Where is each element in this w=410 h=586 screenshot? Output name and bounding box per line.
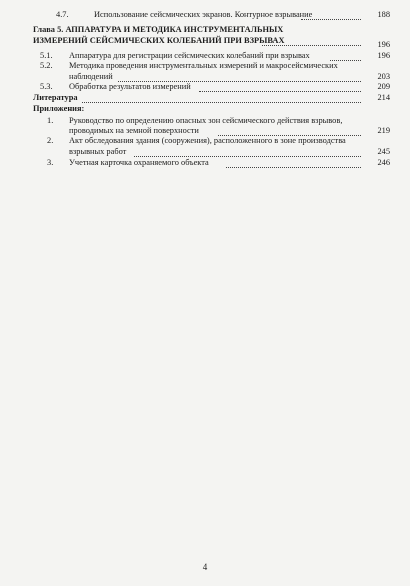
toc-entry-number: 1. — [47, 116, 54, 125]
toc-entry-page: 209 — [377, 82, 390, 91]
toc-entry-title: Обработка результатов измерений — [69, 82, 191, 91]
toc-chapter-title-line2: ИЗМЕРЕНИЙ СЕЙСМИЧЕСКИХ КОЛЕБАНИЙ ПРИ ВЗРЫВАХ — [33, 36, 285, 45]
toc-entry-page: 245 — [377, 147, 390, 156]
toc-entry-title: Литература — [33, 93, 78, 102]
toc-entry-number: 4.7. — [56, 10, 69, 19]
toc-entry-title: Использование сейсмических экранов. Контурное взрывание — [94, 10, 313, 19]
toc-entry-title: Учетная карточка охраняемого объекта — [69, 158, 209, 167]
toc-entry-title-line1: Методика проведения инструментальных измерений и макросейсмических — [69, 61, 338, 70]
toc-entry-title-line2: взрывных работ — [69, 147, 127, 156]
toc-leader-dots — [262, 36, 361, 46]
toc-entry-page: 246 — [377, 158, 390, 167]
toc-entry-number: 3. — [47, 158, 54, 167]
toc-entry-number: 5.1. — [40, 51, 53, 60]
toc-entry-title-line1: Руководство по определению опасных зон сейсмического действия взрывов, — [69, 116, 343, 125]
toc-entry-title-line2: наблюдений — [69, 72, 113, 81]
toc-entry-page: 188 — [377, 10, 390, 19]
toc-section-heading: Приложения: — [33, 104, 85, 113]
toc-chapter-title-line1: Глава 5. АППАРАТУРА И МЕТОДИКА ИНСТРУМЕНТАЛЬНЫХ — [33, 25, 284, 34]
toc-entry-page: 203 — [377, 72, 390, 81]
toc-leader-dots — [330, 51, 361, 61]
toc-entry-page: 196 — [377, 51, 390, 60]
toc-leader-dots — [301, 10, 361, 20]
toc-entry-number: 2. — [47, 136, 54, 145]
toc-leader-dots — [118, 72, 361, 82]
toc-leader-dots — [226, 158, 361, 168]
toc-entry-page: 214 — [377, 93, 390, 102]
toc-entry-number: 5.2. — [40, 61, 53, 70]
toc-entry-title: Аппаратура для регистрации сейсмических колебаний при взрывах — [69, 51, 310, 60]
toc-entry-title-line2: проводимых на земной поверхности — [69, 126, 199, 135]
toc-leader-dots — [82, 93, 361, 103]
page-number: 4 — [202, 562, 208, 572]
toc-entry-page: 219 — [377, 126, 390, 135]
toc-entry-page: 196 — [377, 40, 390, 49]
toc-leader-dots — [199, 82, 361, 92]
toc-leader-dots — [134, 147, 361, 157]
toc-entry-number: 5.3. — [40, 82, 53, 91]
toc-entry-title-line1: Акт обследования здания (сооружения), расположенного в зоне производства — [69, 136, 346, 145]
toc-leader-dots — [218, 126, 361, 136]
